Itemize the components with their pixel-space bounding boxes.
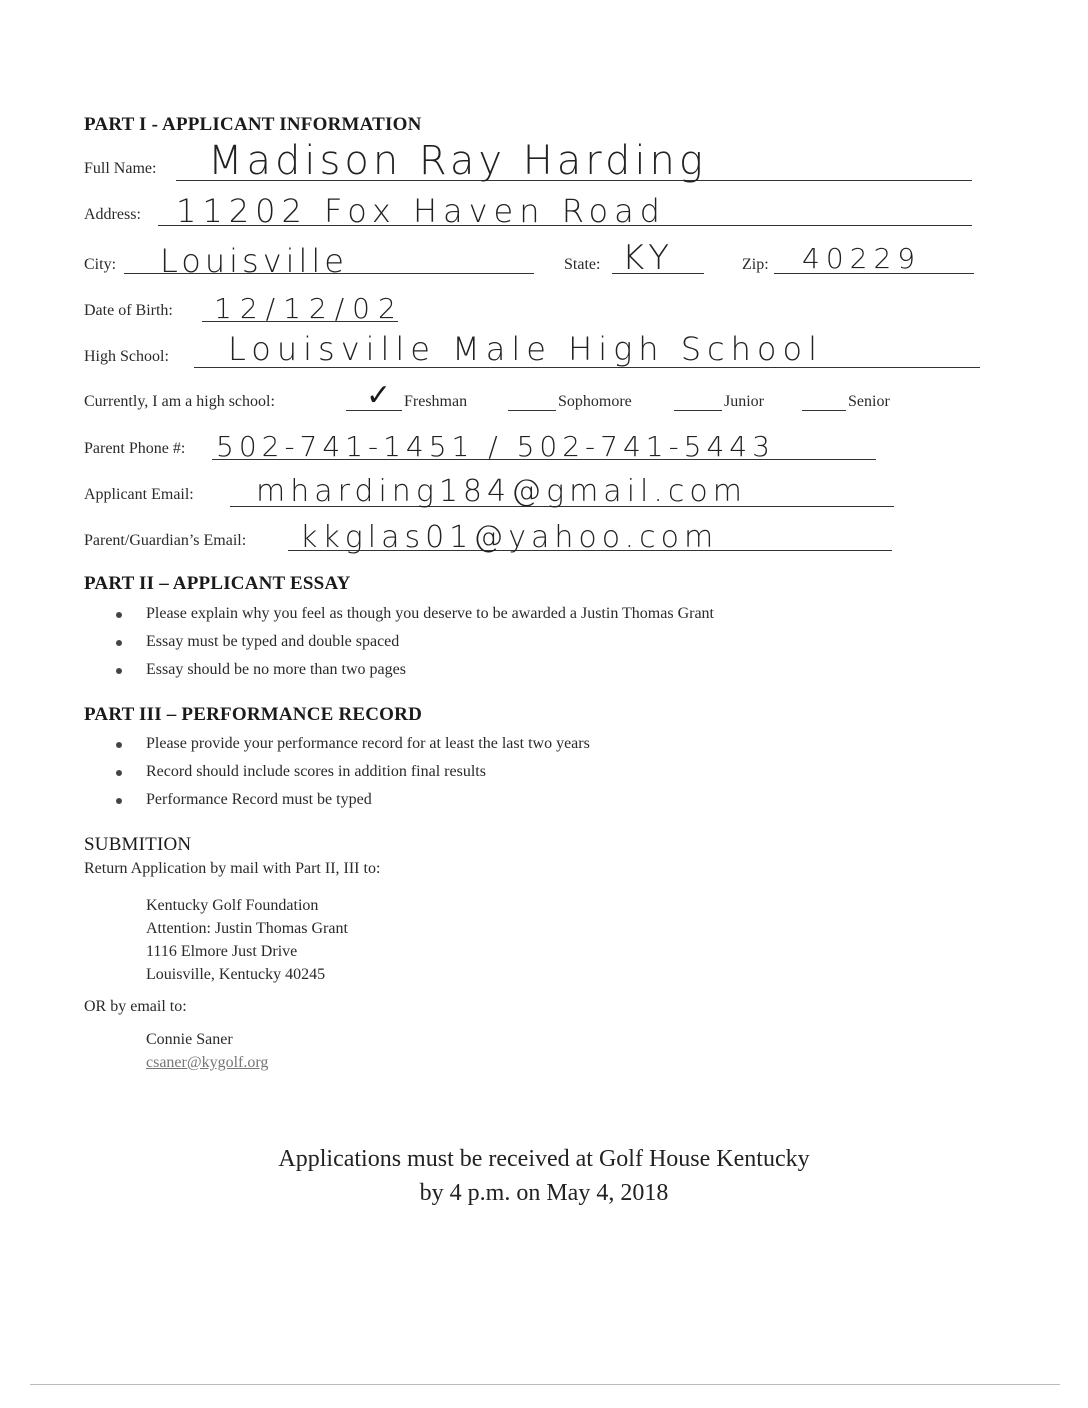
- state-label: State:: [564, 256, 601, 273]
- school-field[interactable]: Louisville Male High School: [228, 330, 823, 368]
- list-item: Essay must be typed and double spaced: [116, 628, 714, 656]
- deadline-notice-line1: Applications must be received at Golf House Kentucky: [278, 1146, 810, 1172]
- dob-label: Date of Birth:: [84, 302, 173, 319]
- checkmark-icon[interactable]: ✓: [366, 378, 392, 413]
- page-bottom-rule: [30, 1384, 1060, 1385]
- address-line: Attention: Justin Thomas Grant: [146, 920, 348, 937]
- address-line: Louisville, Kentucky 40245: [146, 966, 326, 983]
- zip-label: Zip:: [742, 256, 769, 273]
- city-field[interactable]: Louisville: [160, 242, 348, 280]
- applicant-email-field[interactable]: mharding184@gmail.com: [256, 474, 747, 509]
- grade-option-freshman[interactable]: Freshman: [404, 393, 468, 410]
- list-item: Record should include scores in addition final results: [116, 758, 590, 786]
- deadline-notice-line2: by 4 p.m. on May 4, 2018: [419, 1180, 669, 1206]
- sophomore-blank: [508, 410, 556, 411]
- parent-email-field[interactable]: kkglas01@yahoo.com: [300, 520, 719, 555]
- part3-heading: PART III – PERFORMANCE RECORD: [84, 704, 422, 725]
- state-field[interactable]: KY: [622, 238, 674, 278]
- applicant-email-label: Applicant Email:: [84, 486, 194, 503]
- grade-option-sophomore[interactable]: Sophomore: [558, 393, 632, 410]
- school-label: High School:: [84, 348, 169, 365]
- list-item: Essay should be no more than two pages: [116, 656, 714, 684]
- parent-email-label: Parent/Guardian’s Email:: [84, 532, 247, 549]
- address-label: Address:: [84, 206, 141, 223]
- list-item: Performance Record must be typed: [116, 786, 590, 814]
- senior-blank: [802, 410, 846, 411]
- contact-email-link[interactable]: csaner@kygolf.org: [146, 1054, 269, 1071]
- full-name-label: Full Name:: [84, 160, 157, 177]
- submission-intro: Return Application by mail with Part II, III to:: [84, 860, 381, 877]
- junior-blank: [674, 410, 722, 411]
- parent-phone-field[interactable]: 502-741-1451 / 502-741-5443: [216, 430, 775, 463]
- address-field[interactable]: 11202 Fox Haven Road: [176, 192, 666, 230]
- zip-field[interactable]: 40229: [802, 242, 922, 275]
- part3-bullet-list: [116, 730, 590, 814]
- list-item: Please explain why you feel as though you deserve to be awarded a Justin Thomas Grant: [116, 600, 714, 628]
- address-line: 1116 Elmore Just Drive: [146, 943, 298, 960]
- part2-bullet-list: [116, 600, 714, 684]
- submission-heading: SUBMITION: [84, 834, 192, 855]
- grade-option-junior[interactable]: Junior: [724, 393, 764, 410]
- list-item: Please provide your performance record for at least the last two years: [116, 730, 590, 758]
- mailing-address: [146, 894, 348, 986]
- or-email-text: OR by email to:: [84, 998, 187, 1015]
- full-name-field[interactable]: Madison Ray Harding: [208, 138, 707, 184]
- address-line: Kentucky Golf Foundation: [146, 897, 319, 914]
- parent-phone-label: Parent Phone #:: [84, 440, 186, 457]
- part2-heading: PART II – APPLICANT ESSAY: [84, 573, 351, 594]
- grade-option-senior[interactable]: Senior: [848, 393, 890, 410]
- grade-label: Currently, I am a high school:: [84, 393, 275, 410]
- dob-field[interactable]: 12/12/02: [214, 292, 404, 325]
- part1-heading: PART I - APPLICANT INFORMATION: [84, 114, 422, 135]
- contact-name: Connie Saner: [146, 1031, 233, 1048]
- city-label: City:: [84, 256, 117, 273]
